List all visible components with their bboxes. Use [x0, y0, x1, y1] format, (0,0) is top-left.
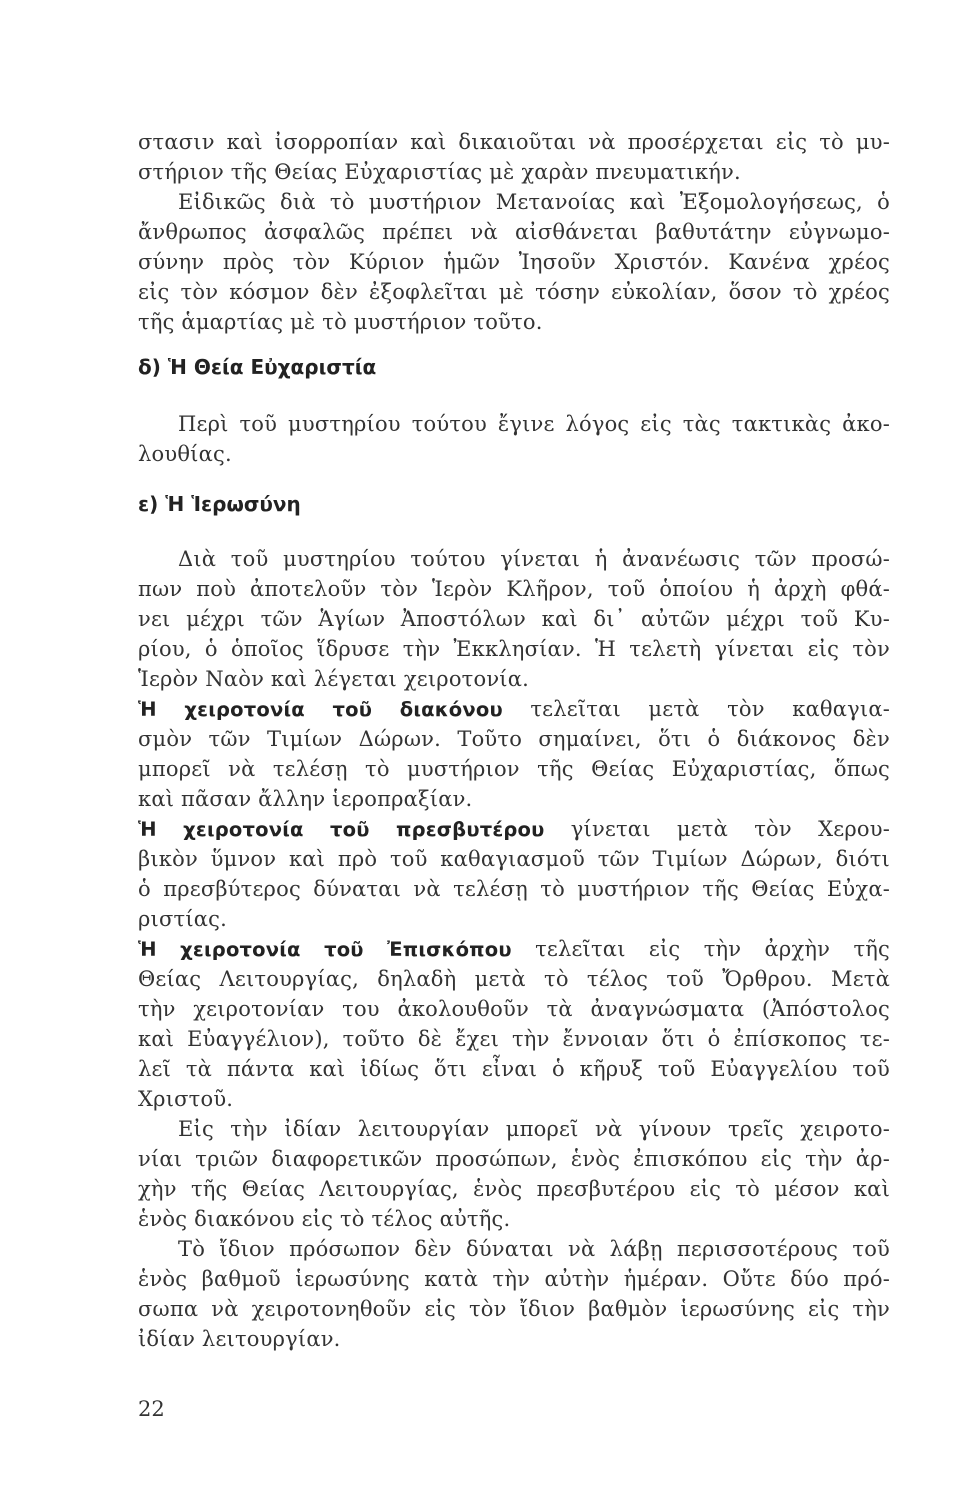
text-line-deacon	[138, 695, 890, 724]
text-line: καὶ Εὐαγγέλιον), τοῦτο δὲ ἔχει τὴν ἔννοιαν ὅτι ὁ ἐπίσκοπος τε-	[138, 1027, 890, 1051]
text-line-presbyter	[138, 815, 890, 844]
text-line: Χριστοῦ.	[138, 1087, 234, 1111]
text-line: ἄνθρωπος ἀσφαλῶς πρέπει νὰ αἰσθάνεται βαθυτάτην εὐγνωμο-	[138, 220, 890, 244]
text-line: ριστίας.	[138, 907, 227, 931]
page-number: 22	[138, 1397, 165, 1421]
text-line: Εἰδικῶς διὰ τὸ μυστήριον Μετανοίας καὶ Ἐξομολογήσεως, ὁ	[178, 190, 890, 214]
text-line: τῆς ἁμαρτίας μὲ τὸ μυστήριον τοῦτο.	[138, 310, 543, 334]
text-line: στασιν καὶ ἰσορροπίαν καὶ δικαιοῦται νὰ προσέρχεται εἰς τὸ μυ-	[138, 130, 890, 154]
bold-term-presbyter: Ἡ χειροτονία τοῦ πρεσβυτέρου	[138, 818, 545, 841]
text-line: Περὶ τοῦ μυστηρίου τούτου ἔγινε λόγος εἰς τὰς τακτικὰς ἀκο-	[178, 412, 890, 436]
text-line: Τὸ ἴδιον πρόσωπον δὲν δύναται νὰ λάβῃ περισσοτέρους τοῦ	[178, 1237, 890, 1261]
book-page	[138, 0, 890, 1500]
section-heading-eucharist: δ) Ἡ Θεία Εὐχαριστία	[138, 355, 377, 379]
text-line: σμὸν τῶν Τιμίων Δώρων. Τοῦτο σημαίνει, ὅτι ὁ διάκονος δὲν	[138, 727, 890, 751]
text-run: γίνεται μετὰ τὸν Χερου-	[544, 817, 890, 841]
text-line: Ἱερὸν Ναὸν καὶ λέγεται χειροτονία.	[138, 667, 529, 691]
text-line: Διὰ τοῦ μυστηρίου τούτου γίνεται ἡ ἀνανέωσις τῶν προσώ-	[178, 547, 890, 571]
text-line: ὁ πρεσβύτερος δύναται νὰ τελέσῃ τὸ μυστήριον τῆς Θείας Εὐχα-	[138, 877, 890, 901]
text-line: ρίου, ὁ ὁποῖος ἵδρυσε τὴν Ἐκκλησίαν. Ἡ τελετὴ γίνεται εἰς τὸν	[138, 637, 890, 661]
text-line: τὴν χειροτονίαν του ἀκολουθοῦν τὰ ἀναγνώσματα (Ἀπόστολος	[138, 997, 890, 1021]
text-run: τελεῖται μετὰ τὸν καθαγια-	[502, 697, 890, 721]
text-line-bishop	[138, 935, 890, 964]
text-line: ἑνὸς βαθμοῦ ἱερωσύνης κατὰ τὴν αὐτὴν ἡμέραν. Οὔτε δύο πρό-	[138, 1267, 890, 1291]
section-heading-priesthood: ε) Ἡ Ἱερωσύνη	[138, 492, 301, 516]
text-line: χὴν τῆς Θείας Λειτουργίας, ἑνὸς πρεσβυτέρου εἰς τὸ μέσον καὶ	[138, 1177, 890, 1201]
text-line: εἰς τὸν κόσμον δὲν ἐξοφλεῖται μὲ τόσην εὐκολίαν, ὅσον τὸ χρέος	[138, 280, 890, 304]
text-line: Εἰς τὴν ἰδίαν λειτουργίαν μπορεῖ νὰ γίνουν τρεῖς χειροτο-	[178, 1117, 890, 1141]
text-line: νει μέχρι τῶν Ἁγίων Ἀποστόλων καὶ δι᾽ αὐτῶν μέχρι τοῦ Κυ-	[138, 607, 890, 631]
text-line: λεῖ τὰ πάντα καὶ ἰδίως ὅτι εἶναι ὁ κῆρυξ τοῦ Εὐαγγελίου τοῦ	[138, 1057, 890, 1081]
text-line: Θείας Λειτουργίας, δηλαδὴ μετὰ τὸ τέλος τοῦ Ὄρθρου. Μετὰ	[138, 967, 890, 991]
text-line: μπορεῖ νὰ τελέσῃ τὸ μυστήριον τῆς Θείας Εὐχαριστίας, ὅπως	[138, 757, 890, 781]
text-line: ἑνὸς διακόνου εἰς τὸ τέλος αὐτῆς.	[138, 1207, 511, 1231]
text-line: νίαι τριῶν διαφορετικῶν προσώπων, ἑνὸς ἐπισκόπου εἰς τὴν ἀρ-	[138, 1147, 890, 1171]
text-line: σύνην πρὸς τὸν Κύριον ἡμῶν Ἰησοῦν Χριστόν. Κανένα χρέος	[138, 250, 890, 274]
text-line: στήριον τῆς Θείας Εὐχαριστίας μὲ χαρὰν πνευματικήν.	[138, 160, 741, 184]
text-line: ἰδίαν λειτουργίαν.	[138, 1327, 341, 1351]
bold-term-deacon: Ἡ χειροτονία τοῦ διακόνου	[138, 698, 503, 721]
bold-term-bishop: Ἡ χειροτονία τοῦ Ἐπισκόπου	[138, 938, 512, 961]
text-line: σωπα νὰ χειροτονηθοῦν εἰς τὸν ἴδιον βαθμὸν ἱερωσύνης εἰς τὴν	[138, 1297, 890, 1321]
text-line: λουθίας.	[138, 442, 232, 466]
text-line: πων ποὺ ἀποτελοῦν τὸν Ἱερὸν Κλῆρον, τοῦ ὁποίου ἡ ἀρχὴ φθά-	[138, 577, 890, 601]
text-line: βικὸν ὕμνον καὶ πρὸ τοῦ καθαγιασμοῦ τῶν Τιμίων Δώρων, διότι	[138, 847, 890, 871]
text-run: τελεῖται εἰς τὴν ἀρχὴν τῆς	[511, 937, 890, 961]
text-line: καὶ πᾶσαν ἄλλην ἱεροπραξίαν.	[138, 787, 473, 811]
